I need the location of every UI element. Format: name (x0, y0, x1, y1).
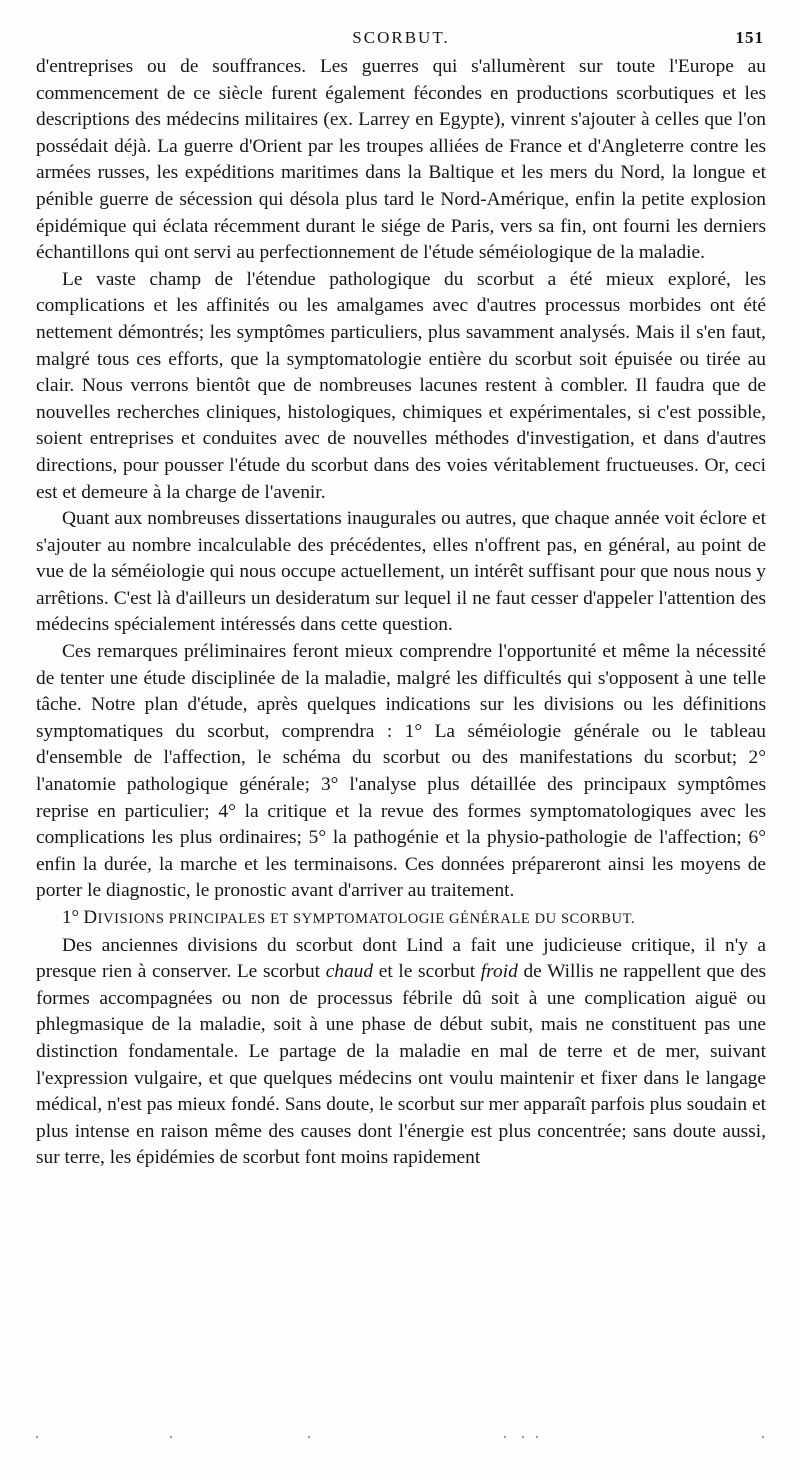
scan-speck (522, 1436, 524, 1438)
paragraph-text: et le scorbut (373, 961, 481, 983)
emphasis-chaud: chaud (325, 961, 374, 983)
running-title: SCORBUT. (352, 28, 450, 47)
body-text (36, 54, 766, 1172)
scan-speck (762, 1436, 764, 1438)
paragraph (36, 933, 766, 1172)
section-heading (36, 905, 766, 933)
paragraph: Ces remarques préliminaires feront mieux comprendre l'opportunité et même la nécessité de tenter une étude disciplinée de la maladie, malgré les difficultés qui s'opposent à une telle tâche. Notre plan d'étude, après quelques indications sur les divisions ou les définitions symptomatiques du scorbut, comprendra : 1° La séméiologie générale ou le tableau d'ensemble de l'affection, le schéma du scorbut ou des manifestations du scorbut; 2° l'anatomie pathologique générale; 3° l'analyse plus détaillée des principaux symptômes reprise en particulier; 4° la critique et la revue des formes symptomatologiques avec les complications les plus ordinaires; 5° la pathogénie et la physio-pathologie de l'affection; 6° enfin la durée, la marche et les terminaisons. Ces données prépareront ainsi les moyens de porter le diagnostic, le pronostic avant d'arriver au traitement. (36, 641, 766, 902)
paragraph-text: Des anciennes divisions du scorbut dont Lind a fait une judicieuse critique, il n'y a presque rien à conserver. Le scorbut (36, 934, 766, 983)
page-number: 151 (735, 28, 764, 47)
section-title-initial: D (83, 907, 98, 928)
section-number: 1° (62, 907, 80, 928)
scan-speck (36, 1436, 38, 1438)
paragraph: d'entreprises ou de souffrances. Les guerres qui s'allumèrent sur toute l'Europe au commencement de ce siècle furent également fécondes en productions scorbutiques et les descriptions des médecins militaires (ex. Larrey en Egypte), vinrent s'ajouter à celles que l'on possédait déjà. La guerre d'Orient par les troupes alliées de France et d'Angleterre contre les armées russes, les expéditions maritimes dans la Baltique et les mers du Nord, la longue et pénible guerre de sécession qui désola plus tard le Nord-Amérique, enfin la petite explosion épidémique qui éclata récemment durant le siége de Paris, vers sa fin, ont fourni les derniers échantillons qui ont servi au perfectionnement de l'étude séméiologique de la maladie. (36, 56, 766, 264)
paragraph-text: de Willis ne rappellent que des formes accompagnées ou non de processus fébrile dû soit à une complication aiguë ou phlegmasique de la maladie, soit à une phase de début subit, mais ne constituent pas une distinction fondamentale. Le partage de la maladie en mal de terre et de mer, suivant l'expression vulgaire, et que quelques médecins ont voulu maintenir et fixer dans le langage médical, n'est pas mieux fondé. Sans doute, le scorbut sur mer apparaît parfois plus soudain et plus intense en raison même des causes dont l'énergie est plus concentrée; sans doute aussi, sur terre, les épidémies de scorbut font moins rapidement (36, 961, 766, 1169)
section-title: IVISIONS PRINCIPALES ET SYMPTOMATOLOGIE GÉNÉRALE DU SCORBUT. (97, 911, 636, 927)
emphasis-froid: froid (480, 961, 518, 983)
scan-specks (36, 1434, 766, 1440)
paragraph: Le vaste champ de l'étendue pathologique du scorbut a été mieux exploré, les complications et les affinités ou les amalgames avec d'autres processus morbides ont été nettement démontrés; les symptômes particuliers, plus savamment analysés. Mais il s'en faut, malgré tous ces efforts, que la symptomatologie entière du scorbut soit épuisée ou tirée au clair. Nous verrons bientôt que de nombreuses lacunes restent à combler. Il faudra que de nouvelles recherches cliniques, histologiques, chimiques et expérimentales, si c'est possible, soient entreprises et conduites avec de nouvelles méthodes d'investigation, et dans d'autres directions, pour pousser l'étude du scorbut dans des voies véritablement fructueuses. Or, ceci est et demeure à la charge de l'avenir. (36, 268, 766, 503)
scan-speck (504, 1436, 506, 1438)
paragraph: Quant aux nombreuses dissertations inaugurales ou autres, que chaque année voit éclore et s'ajouter au nombre incalculable des précédentes, elles n'offrent pas, en général, au point de vue de la séméiologie qui nous occupe actuellement, un intérêt suffisant pour que nous nous y arrêtions. C'est là d'ailleurs un desideratum sur lequel il ne faut cesser d'appeler l'attention des médecins spécialement intéressés dans cette question. (36, 508, 766, 636)
scan-speck (308, 1436, 310, 1438)
running-head (36, 28, 766, 54)
scan-speck (536, 1436, 538, 1438)
scan-speck (170, 1436, 172, 1438)
